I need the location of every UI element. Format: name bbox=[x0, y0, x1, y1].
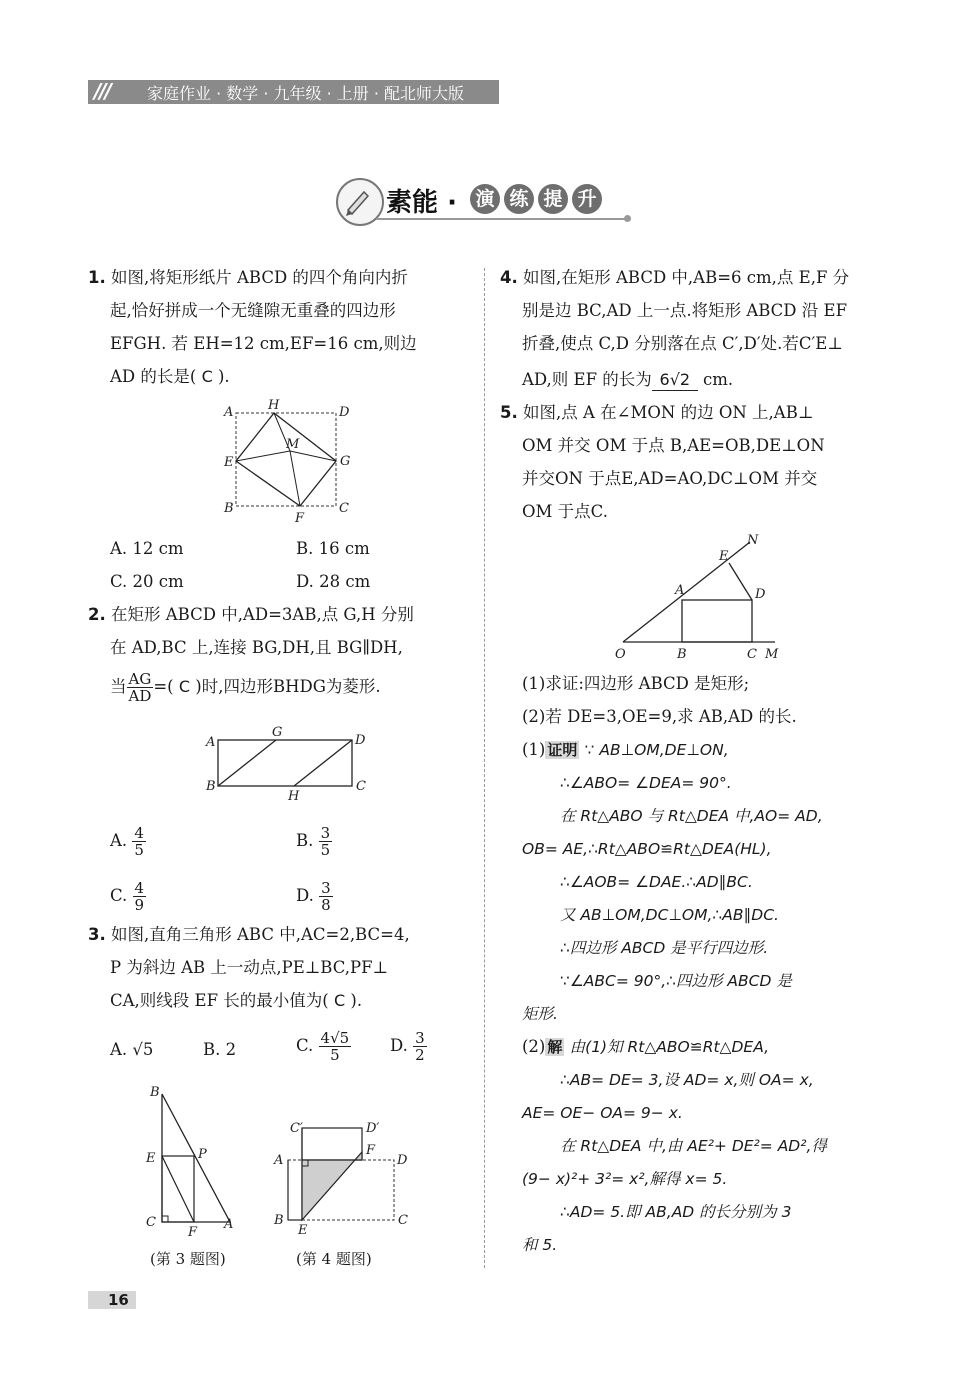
q4-label-F: F bbox=[366, 1143, 376, 1158]
section-underline-dot bbox=[624, 215, 631, 222]
q3-label-C: C bbox=[146, 1215, 156, 1230]
page-number: 16 bbox=[108, 1291, 129, 1309]
q2-label-A: A bbox=[206, 735, 216, 750]
solution-tag: 解 bbox=[547, 1038, 563, 1056]
q1-label-H: H bbox=[268, 398, 280, 413]
column-divider bbox=[484, 268, 485, 1268]
q2-option-b: B. $\frac{3}{5}$ bbox=[296, 824, 331, 859]
q4-label-E: E bbox=[298, 1223, 308, 1234]
q1-label-B: B bbox=[224, 501, 234, 516]
q5-label-A: A bbox=[675, 583, 685, 598]
q2-line1: 2. 在矩形 ABCD 中,AD=3AB,点 G,H 分别 bbox=[88, 605, 414, 624]
q5-proof-line3: 在 Rt△ABO 与 Rt△DEA 中,AO= AD, bbox=[560, 807, 823, 825]
q5-label-B: B bbox=[677, 647, 687, 662]
q4-line4: AD,则 EF 的长为 6√2 cm. bbox=[522, 370, 734, 389]
q2-option-d: D. $\frac{3}{8}$ bbox=[296, 879, 331, 914]
q5-line1: 5. 如图,点 A 在∠MON 的边 ON 上,AB⊥ bbox=[500, 403, 814, 422]
q3-figure bbox=[140, 1080, 250, 1240]
q2-label-D: D bbox=[355, 733, 366, 748]
q3-line2: P 为斜边 AB 上一动点,PE⊥BC,PF⊥ bbox=[110, 958, 389, 977]
q5-proof-line4: OB= AE,∴Rt△ABO≌Rt△DEA(HL), bbox=[522, 840, 772, 858]
section-pill: 演 bbox=[470, 184, 500, 214]
q2-option-c: C. $\frac{4}{9}$ bbox=[110, 879, 145, 914]
q5-label-E: E bbox=[719, 549, 729, 564]
section-underline bbox=[376, 218, 626, 220]
q5-label-M: M bbox=[765, 647, 779, 662]
q5-proof-line7: ∴四边形 ABCD 是平行四边形. bbox=[560, 939, 769, 957]
q3-label-A: A bbox=[224, 1217, 234, 1232]
q1-line2: 起,恰好拼成一个无缝隙无重叠的四边形 bbox=[110, 301, 396, 320]
q5-label-D: D bbox=[755, 587, 766, 602]
q2-answer: C bbox=[178, 677, 191, 696]
q5-proof-line5: ∴∠AOB= ∠DAE.∴AD∥BC. bbox=[560, 873, 753, 891]
section-pill: 练 bbox=[504, 184, 534, 214]
q5-proof-line1: (1) 证明 ∵ AB⊥OM,DE⊥ON, bbox=[522, 740, 729, 759]
q2-line2: 在 AD,BC 上,连接 BG,DH,且 BG∥DH, bbox=[110, 638, 403, 657]
q5-solution-line1: (2) 解 由(1)知 Rt△ABO≌Rt△DEA, bbox=[522, 1037, 770, 1056]
q5-label-O: O bbox=[615, 647, 626, 662]
section-title bbox=[336, 176, 636, 226]
q3-line1: 3. 如图,直角三角形 ABC 中,AC=2,BC=4, bbox=[88, 925, 410, 944]
q5-solution-line6: ∴AD= 5.即 AB,AD 的长分别为 3 bbox=[560, 1203, 792, 1221]
q1-label-D: D bbox=[339, 405, 350, 420]
proof-tag: 证明 bbox=[547, 741, 578, 759]
header-slashes-icon: /// bbox=[94, 79, 110, 103]
q2-label-G: G bbox=[272, 725, 283, 740]
q4-label-D: D bbox=[397, 1153, 408, 1168]
section-pill: 提 bbox=[538, 184, 568, 214]
q2-label-C: C bbox=[356, 779, 366, 794]
q1-option-c: C. 20 cm bbox=[110, 572, 184, 591]
q5-solution-line7: 和 5. bbox=[522, 1236, 558, 1254]
q2-option-a: A. $\frac{4}{5}$ bbox=[110, 824, 144, 859]
q5-line2: OM 并交 OM 于点 B,AE=OB,DE⊥ON bbox=[522, 436, 825, 455]
q4-line1: 4. 如图,在矩形 ABCD 中,AB=6 cm,点 E,F 分 bbox=[500, 268, 850, 287]
q3-option-a: A. √5 bbox=[110, 1040, 154, 1059]
q5-line3: 并交ON 于点E,AD=AO,DC⊥OM 并交 bbox=[522, 469, 818, 488]
q3-line3: CA,则线段 EF 长的最小值为( C ). bbox=[110, 991, 363, 1010]
q1-label-A: A bbox=[224, 405, 234, 420]
q4-line3: 折叠,使点 C,D 分别落在点 C′,D′处.若C′E⊥ bbox=[522, 334, 843, 353]
q5-sub1: (1)求证:四边形 ABCD 是矩形; bbox=[522, 674, 750, 693]
q4-label-C1: C′ bbox=[290, 1121, 303, 1136]
q5-proof-line6: 又 AB⊥OM,DC⊥OM,∴AB∥DC. bbox=[560, 906, 779, 924]
q1-option-b: B. 16 cm bbox=[296, 539, 370, 558]
section-pill: 升 bbox=[572, 184, 602, 214]
q4-label-D1: D′ bbox=[366, 1121, 380, 1136]
q3-option-b: B. 2 bbox=[203, 1040, 237, 1059]
header-title: 家庭作业 · 数学 · 九年级 · 上册 · 配北师大版 bbox=[147, 84, 465, 103]
q1-option-d: D. 28 cm bbox=[296, 572, 371, 591]
q5-label-C: C bbox=[747, 647, 757, 662]
q5-proof-line9: 矩形. bbox=[522, 1005, 558, 1023]
q1-answer: C bbox=[201, 367, 213, 386]
section-title-text: 素能 · bbox=[386, 188, 457, 218]
q2-label-B: B bbox=[206, 779, 216, 794]
q1-line1: 1. 如图,将矩形纸片 ABCD 的四个角向内折 bbox=[88, 268, 408, 287]
q4-answer: 6√2 bbox=[652, 370, 698, 391]
q5-solution-line5: (9− x)²+ 3²= x²,解得 x= 5. bbox=[522, 1170, 728, 1188]
q3-label-E: E bbox=[146, 1151, 156, 1166]
q1-label-C: C bbox=[339, 501, 349, 516]
q5-label-N: N bbox=[747, 533, 759, 548]
q3-answer: C bbox=[333, 991, 346, 1010]
q5-line4: OM 于点C. bbox=[522, 502, 608, 521]
q1-line3: EFGH. 若 EH=12 cm,EF=16 cm,则边 bbox=[110, 334, 417, 353]
q4-label-B: B bbox=[274, 1213, 284, 1228]
q5-proof-line8: ∵∠ABC= 90°,∴四边形 ABCD 是 bbox=[560, 972, 792, 990]
q4-figure bbox=[272, 1116, 422, 1234]
q1-label-F: F bbox=[295, 511, 305, 526]
q2-figure bbox=[200, 722, 380, 802]
q5-solution-line4: 在 Rt△DEA 中,由 AE²+ DE²= AD²,得 bbox=[560, 1137, 827, 1155]
q4-line2: 别是边 BC,AD 上一点.将矩形 ABCD 沿 EF bbox=[522, 301, 848, 320]
q5-proof-line2: ∴∠ABO= ∠DEA= 90°. bbox=[560, 774, 732, 792]
q4-figure-caption: (第 4 题图) bbox=[296, 1250, 372, 1268]
q1-line4: AD 的长是( C ). bbox=[110, 367, 230, 386]
q1-label-M: M bbox=[286, 437, 300, 452]
q1-label-E: E bbox=[224, 455, 234, 470]
q1-option-a: A. 12 cm bbox=[110, 539, 184, 558]
q3-figure-caption: (第 3 题图) bbox=[150, 1250, 226, 1268]
q3-option-d: D. $\frac{3}{2}$ bbox=[390, 1029, 425, 1064]
q3-label-P: P bbox=[198, 1147, 207, 1162]
q2-label-H: H bbox=[288, 789, 300, 802]
q2-line3: 当 $\frac{AG}{AD}$ =( C )时,四边形BHDG为菱形. bbox=[110, 670, 381, 705]
q3-label-F: F bbox=[188, 1225, 198, 1240]
q5-sub2: (2)若 DE=3,OE=9,求 AB,AD 的长. bbox=[522, 707, 797, 726]
q3-option-c: C. $\frac{4√5}{5}$ bbox=[296, 1029, 350, 1064]
q5-solution-line2: ∴AB= DE= 3,设 AD= x,则 OA= x, bbox=[560, 1071, 814, 1089]
q4-label-A: A bbox=[274, 1153, 284, 1168]
q3-label-B: B bbox=[150, 1085, 160, 1100]
q5-solution-line3: AE= OE− OA= 9− x. bbox=[522, 1104, 683, 1122]
q1-figure bbox=[218, 398, 358, 528]
q5-figure bbox=[605, 530, 795, 665]
q4-label-C: C bbox=[398, 1213, 408, 1228]
q1-label-G: G bbox=[340, 454, 351, 469]
